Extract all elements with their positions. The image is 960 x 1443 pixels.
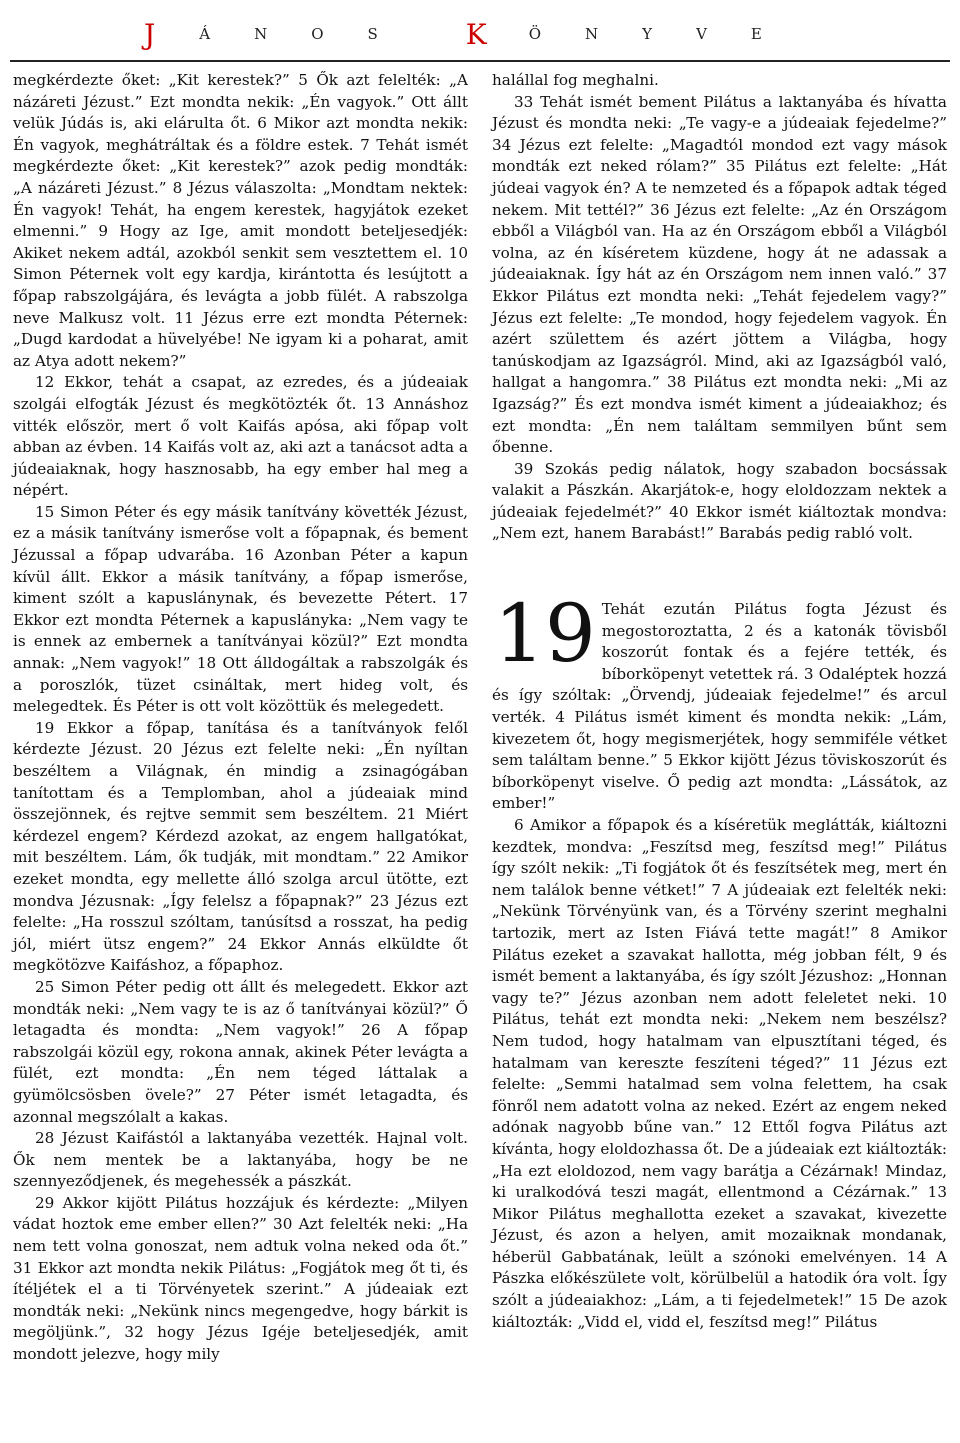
chapter-19 <box>492 587 947 1333</box>
header-letter: K <box>465 17 487 51</box>
chapter-text: Tehát ezután Pilátus fogta Jézust és megostoroztatta, 2 és a katonák tövisből koszorút fontak és a fejére tették, és bíborköpenyt vetettek rá. 3 Odaléptek hozzá és így szóltak: „Örvendj, júdeaiak fejedelme!” és arcul verték. 4 Pilátus ismét kiment és mondta nekik: „Lám, kivezetem őt, hogy megismerjétek, hogy semmiféle vétket sem találtam benne.” 5 Ekkor kijött Jézus töviskoszorút és bíborköpenyt viselve. Ő pedig azt mondta: „Lássátok, az ember!” <box>492 600 947 813</box>
paragraph: 19 Ekkor a főpap, tanítása és a tanítványok felől kérdezte Jézust. 20 Jézus ezt felelte neki: „Én nyíltan beszéltem a Világnak, én mindig a zsinagógában tanítottam és a Templomban, ahol a júdeaiak mind összejönnek, és rejtve semmit sem beszéltem. 21 Miért kérdezel engem? Kérdezd azokat, az engem hallgatókat, mit beszéltem. Lám, ők tudják, mit mondtam.” 22 Amikor ezeket mondta, egy mellette álló szolga arcul ütötte, ezt mondva Jézusnak: „Így felelsz a főpapnak?” 23 Jézus ezt felelte: „Ha rosszul szóltam, tanúsítsd a rosszat, ha pedig jól, miért ütsz engem?” 24 Ekkor Annás elküldte őt megkötözve Kaifáshoz, a főpaphoz. <box>13 718 468 975</box>
paragraph: 33 Tehát ismét bement Pilátus a laktanyába és hívatta Jézust és mondta neki: „Te vagy-e a júdeaiak fejedelme?” 34 Jézus ezt felelte: „Magadtól mondod ezt vagy mások mondták ezt neked rólam?” 35 Pilátus ezt felelte: „Hát júdeai vagyok én? A te nemzeted és a főpapok adtak téged nekem. Mit tettél?” 36 Jézus ezt felelte: „Az én Országom ebből a Világból van. Ha az én Országom ebből a Világból volna, az én kíséretem küzdene, hogy át ne adassak a júdeaiaknak. Így hát az én Országom nem innen való.” 37 Ekkor Pilátus ezt mondta neki: „Tehát fejedelem vagy?” Jézus ezt felelte: „Te mondod, hogy fejedelem vagyok. Én azért születtem és azért jöttem a Világba, hogy tanúskodjam az Igazságról. Mind, aki az Igazságból való, hallgat a hangomra.” 38 Pilátus ezt mondta neki: „Mi az Igazság?” És ezt mondva ismét kiment a júdeaiakhoz; és ezt mondta: „Én nem találtam semmilyen bűnt sem őbenne. <box>492 92 947 457</box>
header-letter: J <box>144 17 156 51</box>
paragraph: 28 Jézust Kaifástól a laktanyába vezették. Hajnal volt. Ők nem mentek be a laktanyába, hogy be ne szennyeződjenek, és megehessék a pászkát. <box>13 1129 468 1191</box>
paragraph: 29 Akkor kijött Pilátus hozzájuk és kérdezte: „Milyen vádat hoztok eme ember ellen?” 30 Azt felelték neki: „Ha nem tett volna gonoszat, nem adtuk volna neked oda őt.” 31 Ekkor azt mondta nekik Pilátus: „Fogjátok meg őt ti, és ítéljétek el a ti Törvényetek szerint.” A júdeaiak ezt mondták neki: „Nekünk nincs megengedve, hogy bárkit is megöljünk.”, 32 hogy Jézus Igéje beteljesedjék, amit mondott jelezve, hogy mily <box>13 1193 468 1364</box>
header-letter: Ö <box>528 25 542 43</box>
paragraph: megkérdezte őket: „Kit kerestek?” 5 Ők azt felelték: „A názáreti Jézust.” Ezt mondta nekik: „Én vagyok.” Ott állt velük Júdás is, aki elárulta őt. 6 Mikor azt mondta nekik: Én vagyok, meghátráltak és a földre estek. 7 Tehát ismét megkérdezte őket: „Kit kerestek?” azok pedig mondták: „A názáreti Jézust.” 8 Jézus válaszolta: „Mondtam nektek: Én vagyok! Tehát, ha engem kerestek, hagyjátok ezeket elmenni.” 9 Hogy az Ige, amit mondott beteljesedjék: Akiket nekem adtál, azokból senkit sem vesztettem el. 10 Simon Péternek volt egy kardja, kirántotta és lesújtott a főpap rabszolgájára, és levágta a jobb fülét. A rabszolga neve Malkusz volt. 11 Jézus erre ezt mondta Péternek: „Dugd kardodat a hüvelyébe! Ne igyam ki a poharat, amit az Atya adott nekem?” <box>13 71 468 370</box>
paragraph: halállal fog meghalni. <box>492 71 659 89</box>
chapter-first-paragraph <box>492 587 947 815</box>
header-letter: V <box>696 25 707 43</box>
paragraph: 15 Simon Péter és egy másik tanítvány követték Jézust, ez a másik tanítvány ismerőse volt a főpapnak, és bement Jézussal a főpap udvarába. 16 Azonban Péter a kapun kívül állt. Ekkor a másik tanítvány, a főpap ismerőse, kiment szólt a kapuslánynak, és bevezette Pétert. 17 Ekkor ezt mondta Péternek a kapuslányka: „Nem vagy te is ennek az embernek a tanítványai közül?” Ezt mondta annak: „Nem vagyok!” 18 Ott álldogáltak a rabszolgák és a poroszlók, tüzet csináltak, mert hideg volt, és melegedtek. És Péter is ott volt közöttük és melegedett. <box>13 502 468 716</box>
header-letter: S <box>367 25 378 43</box>
header-letter: Y <box>642 25 653 43</box>
header-rule <box>10 60 950 62</box>
paragraph: 39 Szokás pedig nálatok, hogy szabadon bocsássak valakit a Pászkán. Akarjátok-e, hogy eloldozzam nektek a júdeaiak fejedelmét?” 40 Ekkor ismét kiáltoztak mondva: „Nem ezt, hanem Barabást!” Barabás pedig rabló volt. <box>492 459 947 543</box>
header-letter: N <box>585 25 599 43</box>
header-letter: N <box>254 25 268 43</box>
paragraph: 6 Amikor a főpapok és a kíséretük meglátták, kiáltozni kezdtek, mondva: „Feszítsd meg, feszítsd meg!” Pilátus így szólt nekik: „Ti fogjátok őt és feszítsétek meg, mert én nem találok benne vétket!” 7 A júdeaiak ezt felelték neki: „Nekünk Törvényünk van, és a Törvény szerint meghalni tartozik, mert az Isten Fiává tette magát!” 8 Amikor Pilátus ezeket a szavakat hallotta, még jobban félt, 9 és ismét bement a laktanyába, és így szólt Jézushoz: „Honnan vagy te?” Jézus azonban nem adott feleletet neki. 10 Pilátus, tehát ezt mondta neki: „Nekem nem beszélsz? Nem tudod, hogy hatalmam van elpusztítani téged, és hatalmam van kereszte feszíteni téged?” 11 Jézus ezt felelte: „Semmi hatalmad sem volna felettem, ha csak fönről nem adatott volna az neked. Ezért az engem neked adónak nagyobb bűne van.” 12 Ettől fogva Pilátus azt kívánta, hogy eloldozhassa őt. De a júdeaiak ezt kiáltozták: „Ha ezt eloldozod, nem vagy barátja a Cézárnak! Mindaz, ki uralkodóvá teszi magát, ellentmond a Cézárnak.” 13 Mikor Pilátus meghallotta ezeket a szavakat, kivezette Jézust, és azon a helyen, amit mozaiknak mondanak, héberül Gabbatának, leült a szónoki emelvényen. 14 A Pászka előkészülete volt, körülbelül a hatodik óra volt. Így szólt a júdeaiakhoz: „Lám, a ti fejedelmetek!” 15 De azok kiáltozták: „Vidd el, vidd el, feszítsd meg!” Pilátus <box>492 816 947 1331</box>
chapter-number: 19 <box>494 587 596 681</box>
header-letter: E <box>750 25 762 43</box>
left-column <box>13 70 468 1366</box>
header-letter: Á <box>199 25 211 43</box>
paragraph: 25 Simon Péter pedig ott állt és melegedett. Ekkor azt mondták neki: „Nem vagy te is az ő tanítványai közül?” Ő letagadta és mondta: „Nem vagyok!” 26 A főpap rabszolgái közül egy, rokona annak, akinek Péter levágta a fülét, ezt mondta: „Én nem téged láttalak a gyümölcsösben övele?” 27 Péter ismét letagadta, és azonnal megszólalt a kakas. <box>13 977 468 1126</box>
running-header <box>144 12 844 56</box>
paragraph: 12 Ekkor, tehát a csapat, az ezredes, és a júdeaiak szolgái elfogták Jézust és megkötözték őt. 13 Annáshoz vitték először, mert ő volt Kaifás apósa, aki főpap volt abban az évben. 14 Kaifás volt az, aki azt a tanácsot adta a júdeaiaknak, hogy hasznosabb, ha egy ember hal meg a népért. <box>13 373 468 500</box>
header-letter: O <box>311 25 324 43</box>
right-column <box>492 70 947 1333</box>
